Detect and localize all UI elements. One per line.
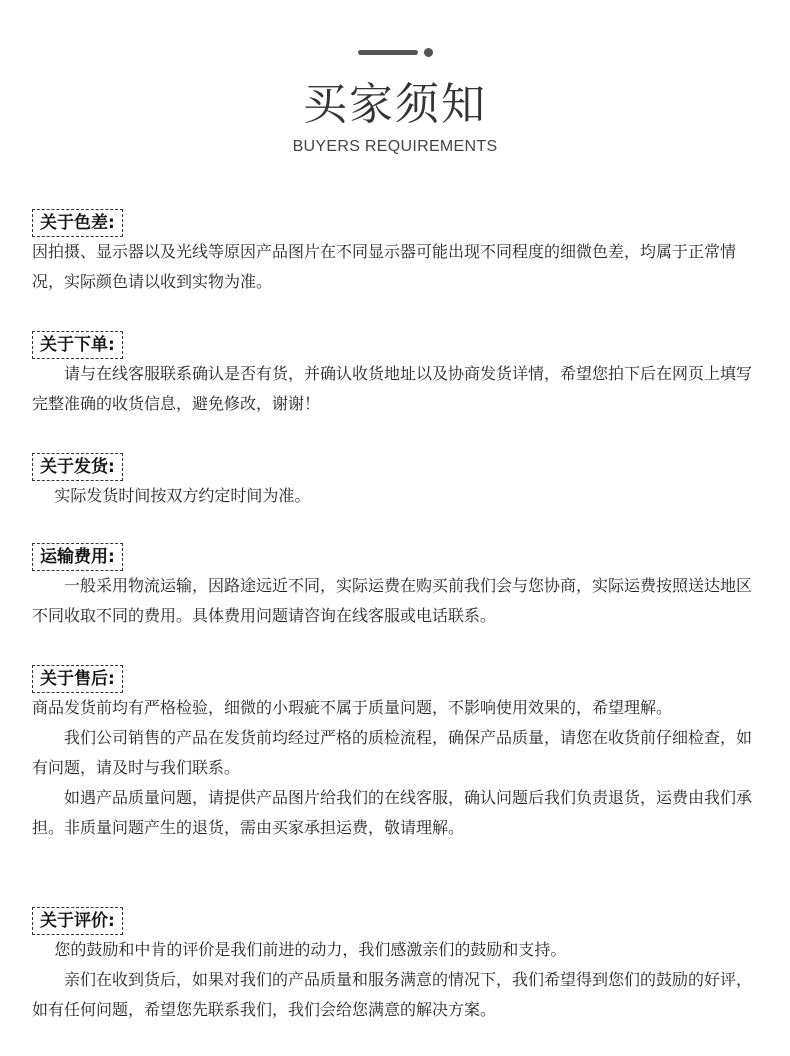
section-paragraph: 请与在线客服联系确认是否有货，并确认收货地址以及协商发货详情，希望您拍下后在网页上填写完整准确的收货信息，避免修改，谢谢！ bbox=[32, 364, 753, 413]
section-ordering bbox=[32, 331, 762, 419]
section-paragraph: 商品发货前均有严格检验，细微的小瑕疵不属于质量问题，不影响使用效果的，希望理解。 bbox=[32, 698, 673, 717]
section-reviews bbox=[32, 907, 762, 1025]
decoration-bar bbox=[358, 50, 418, 55]
page-subtitle: BUYERS REQUIREMENTS bbox=[292, 138, 498, 155]
section-heading: 关于售后: bbox=[32, 665, 123, 693]
section-heading: 关于评价: bbox=[32, 907, 123, 935]
section-paragraph: 我们公司销售的产品在发货前均经过严格的质检流程，确保产品质量，请您在收货前仔细检查，如有问题，请及时与我们联系。 bbox=[32, 728, 753, 777]
decoration-dot bbox=[424, 48, 433, 57]
section-paragraph: 实际发货时间按双方约定时间为准。 bbox=[54, 486, 311, 505]
title-decoration bbox=[358, 48, 434, 58]
section-paragraph: 一般采用物流运输，因路途远近不同，实际运费在购买前我们会与您协商，实际运费按照送达地区不同收取不同的费用。具体费用问题请咨询在线客服或电话联系。 bbox=[32, 576, 753, 625]
section-heading: 运输费用: bbox=[32, 543, 123, 571]
section-paragraph: 亲们在收到货后，如果对我们的产品质量和服务满意的情况下，我们希望得到您们的鼓励的好评，如有任何问题，希望您先联系我们，我们会给您满意的解决方案。 bbox=[32, 970, 753, 1019]
section-freight-cost bbox=[32, 543, 762, 631]
section-heading: 关于下单: bbox=[32, 331, 123, 359]
section-shipping bbox=[32, 453, 762, 511]
section-paragraph: 如遇产品质量问题，请提供产品图片给我们的在线客服，确认问题后我们负责退货，运费由我们承担。非质量问题产生的退货，需由买家承担运费，敬请理解。 bbox=[32, 788, 753, 837]
section-color-difference bbox=[32, 209, 762, 297]
section-after-sales bbox=[32, 665, 762, 843]
section-paragraph: 您的鼓励和中肯的评价是我们前进的动力，我们感激亲们的鼓励和支持。 bbox=[54, 940, 567, 959]
section-paragraph: 因拍摄、显示器以及光线等原因产品图片在不同显示器可能出现不同程度的细微色差，均属于正常情况，实际颜色请以收到实物为准。 bbox=[32, 242, 737, 291]
section-heading: 关于色差: bbox=[32, 209, 123, 237]
page-title: 买家须知 bbox=[303, 79, 487, 130]
section-heading: 关于发货: bbox=[32, 453, 123, 481]
